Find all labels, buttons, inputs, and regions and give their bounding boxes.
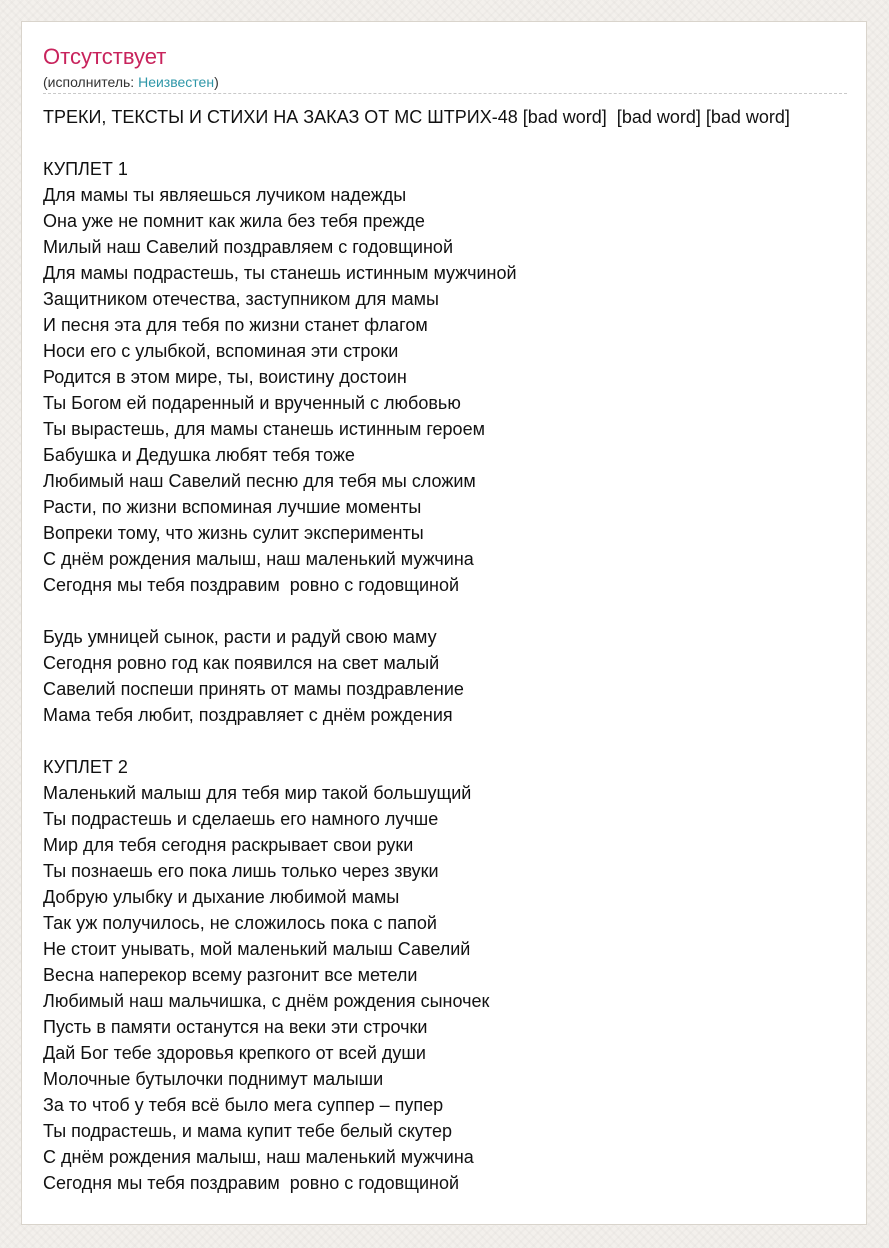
artist-prefix: (исполнитель: (43, 74, 139, 90)
lyric-line: Ты подрастешь, и мама купит тебе белый скутер (43, 1121, 452, 1141)
lyric-line: Для мамы ты являешься лучиком надежды (43, 185, 407, 205)
lyric-line: Родится в этом мире, ты, воистину достоин (43, 367, 407, 387)
lyric-line: ТРЕКИ, ТЕКСТЫ И СТИХИ НА ЗАКАЗ ОТ МС ШТРИХ-48 [bad word] [bad word] [bad word] (43, 107, 790, 127)
lyric-line: Любимый наш Савелий песню для тебя мы сложим (43, 471, 476, 491)
lyric-line (43, 598, 867, 624)
lyric-line: Мама тебя любит, поздравляет с днём рождения (43, 705, 453, 725)
lyric-line (43, 130, 867, 156)
lyric-line: Савелий поспеши принять от мамы поздравление (43, 679, 464, 699)
lyric-line: Ты вырастешь, для мамы станешь истинным героем (43, 419, 485, 439)
lyric-line: Ты познаешь его пока лишь только через звуки (43, 861, 439, 881)
lyric-line: Дай Бог тебе здоровья крепкого от всей души (43, 1043, 426, 1063)
lyric-line: Молочные бутылочки поднимут малыши (43, 1069, 384, 1089)
lyric-line: И песня эта для тебя по жизни станет флагом (43, 315, 428, 335)
lyric-line: Весна наперекор всему разгонит все метели (43, 965, 418, 985)
lyric-line: Любимый наш мальчишка, с днём рождения сыночек (43, 991, 490, 1011)
artist-suffix: ) (214, 74, 219, 90)
lyric-line: Будь умницей сынок, расти и радуй свою маму (43, 627, 437, 647)
lyric-line (43, 728, 867, 754)
lyric-line: КУПЛЕТ 1 (43, 159, 128, 179)
title-divider (43, 93, 847, 94)
lyric-line: Для мамы подрастешь, ты станешь истинным мужчиной (43, 263, 517, 283)
lyric-line: С днём рождения малыш, наш маленький мужчина (43, 549, 474, 569)
lyric-line: Добрую улыбку и дыхание любимой мамы (43, 887, 400, 907)
lyric-line: Расти, по жизни вспоминая лучшие моменты (43, 497, 422, 517)
lyric-line: Пусть в памяти останутся на веки эти строчки (43, 1017, 428, 1037)
lyric-line: Носи его с улыбкой, вспоминая эти строки (43, 341, 399, 361)
lyric-line: С днём рождения малыш, наш маленький мужчина (43, 1147, 474, 1167)
lyric-line: Сегодня мы тебя поздравим ровно с годовщиной (43, 575, 460, 595)
lyric-line: Защитником отечества, заступником для мамы (43, 289, 439, 309)
artist-link[interactable]: Неизвестен (138, 74, 215, 90)
lyric-line: Ты подрастешь и сделаешь его намного лучше (43, 809, 439, 829)
lyric-line: Сегодня ровно год как появился на свет малый (43, 653, 440, 673)
lyrics-card (21, 21, 867, 1225)
lyric-line: Вопреки тому, что жизнь сулит эксперименты (43, 523, 424, 543)
lyric-line: Так уж получилось, не сложилось пока с папой (43, 913, 437, 933)
song-title: Отсутствует (43, 44, 167, 69)
lyric-line: Ты Богом ей подаренный и врученный с любовью (43, 393, 461, 413)
lyric-line: Бабушка и Дедушка любят тебя тоже (43, 445, 355, 465)
lyric-line: Мир для тебя сегодня раскрывает свои руки (43, 835, 414, 855)
artist-line (43, 73, 219, 91)
lyric-line: Не стоит унывать, мой маленький малыш Савелий (43, 939, 471, 959)
lyric-line: За то чтоб у тебя всё было мега суппер – пупер (43, 1095, 444, 1115)
lyrics-text (43, 104, 867, 1196)
lyric-line: Она уже не помнит как жила без тебя прежде (43, 211, 425, 231)
lyric-line: Маленький малыш для тебя мир такой большущий (43, 783, 472, 803)
lyric-line: КУПЛЕТ 2 (43, 757, 128, 777)
lyric-line: Милый наш Савелий поздравляем с годовщиной (43, 237, 453, 257)
lyric-line: Сегодня мы тебя поздравим ровно с годовщиной (43, 1173, 460, 1193)
